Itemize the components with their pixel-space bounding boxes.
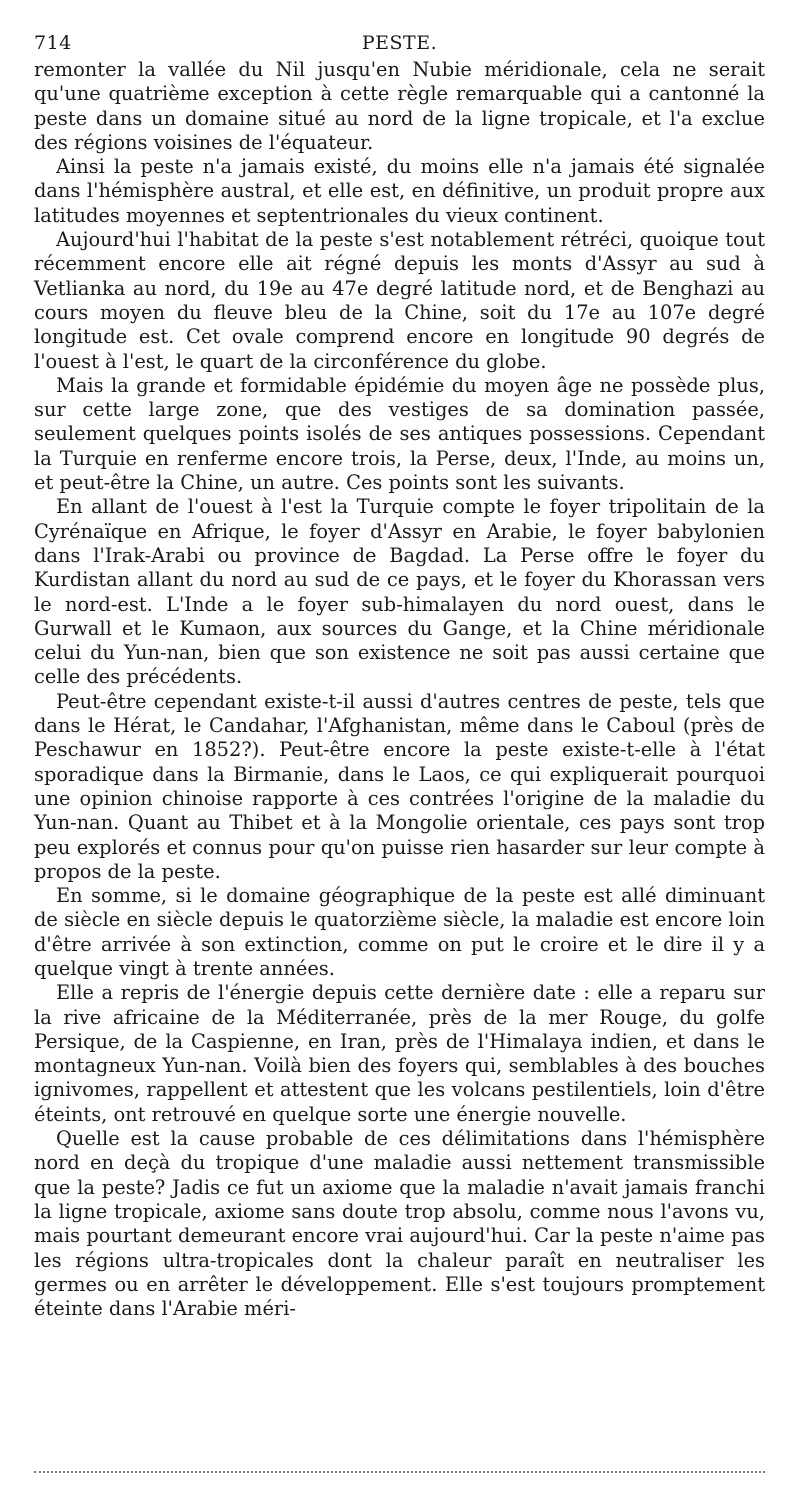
paragraph-foci-list: En allant de l'ouest à l'est la Turquie compte le foyer tripolitain de la Cyrénaïque en Afrique, le foyer d'Assyr en Arabie, le foyer babylonien dans l'Irak-Arabi ou province de Bagdad. La Perse offre le foyer du Kurdistan allant du nord au sud de ce pays, et le foyer du Khorassan vers le nord-est. L'Inde a le foyer sub-himalayen du nord ouest, dans le Gurwall et le Kumaon, aux sources du Gange, et la Chine méridionale celui du Yun-nan, bien que son existence ne soit pas aussi certaine que celle des précédents.	[34, 495, 765, 689]
paragraph-renewed-energy: Elle a repris de l'énergie depuis cette dernière date : elle a reparu sur la rive africaine de la Méditerranée, près de la mer Rouge, du golfe Persique, de la Caspienne, en Iran, près de l'Himalaya indien, et dans le montagneux Yun-nan. Voilà bien des foyers qui, semblables à des bouches ignivomes, rappellent et attestent que les volcans pestilentiels, loin d'être éteints, ont retrouvé en quelque sorte une énergie nouvelle.	[34, 981, 765, 1126]
paragraph-probable-cause: Quelle est la cause probable de ces délimitations dans l'hémisphère nord en deçà du tropique d'une maladie aussi nettement transmissible que la peste? Jadis ce fut un axiome que la maladie n'avait jamais franchi la ligne tropicale, axiome sans doute trop absolu, comme nous l'avons vu, mais pourtant demeurant encore vrai aujourd'hui. Car la peste n'aime pas les régions ultra-tropicales dont la chaleur paraît en neutraliser les germes ou en arrêter le développement. Elle s'est toujours promptement éteinte dans l'Arabie méri-	[34, 1127, 765, 1321]
page-header	[34, 28, 765, 58]
running-title: PESTE.	[361, 32, 438, 54]
page-number: 714	[34, 32, 72, 54]
paragraph-remaining-foci: Mais la grande et formidable épidémie du moyen âge ne possède plus, sur cette large zone, que des vestiges de sa domination passée, seulement quelques points isolés de ses antiques possessions. Cependant la Turquie en renferme encore trois, la Perse, deux, l'Inde, au moins un, et peut-être la Chine, un autre. Ces points sont les suivants.	[34, 373, 765, 495]
footer-rule	[34, 1471, 765, 1473]
body-text	[34, 58, 765, 1321]
paragraph-plague-habitat: Aujourd'hui l'habitat de la peste s'est notablement rétréci, quoique tout récemment encore elle ait régné depuis les monts d'Assyr au sud à Vetlianka au nord, du 19e au 47e degré latitude nord, et de Benghazi au cours moyen du fleuve bleu de la Chine, soit du 17e au 107e degré longitude est. Cet ovale comprend encore en longitude 90 degrés de l'ouest à l'est, le quart de la circonférence du globe.	[34, 228, 765, 373]
paragraph-summary: En somme, si le domaine géographique de la peste est allé diminuant de siècle en siècle depuis le quatorzième siècle, la maladie est encore loin d'être arrivée à son extinction, comme on put le croire et le dire il y a quelque vingt à trente années.	[34, 884, 765, 980]
paragraph-continuation: remonter la vallée du Nil jusqu'en Nubie méridionale, cela ne serait qu'une quatrième exception à cette règle remarquable qui a cantonné la peste dans un domaine situé au nord de la ligne tropicale, et l'a exclue des régions voisines de l'équateur.	[34, 58, 765, 154]
paragraph-other-centres: Peut-être cependant existe-t-il aussi d'autres centres de peste, tels que dans le Hérat, le Candahar, l'Afghanistan, même dans le Caboul (près de Peschawur en 1852?). Peut-être encore la peste existe-t-elle à l'état sporadique dans la Birmanie, dans le Laos, ce qui expliquerait pourquoi une opinion chinoise rapporte à ces contrées l'origine de la maladie du Yun-nan. Quant au Thibet et à la Mongolie orientale, ces pays sont trop peu explorés et connus pour qu'on puisse rien hasarder sur leur compte à propos de la peste.	[34, 689, 765, 883]
book-page	[34, 28, 765, 1321]
paragraph-southern-hemisphere: Ainsi la peste n'a jamais existé, du moins elle n'a jamais été signalée dans l'hémisphère austral, et elle est, en définitive, un produit propre aux latitudes moyennes et septentrionales du vieux continent.	[34, 155, 765, 227]
